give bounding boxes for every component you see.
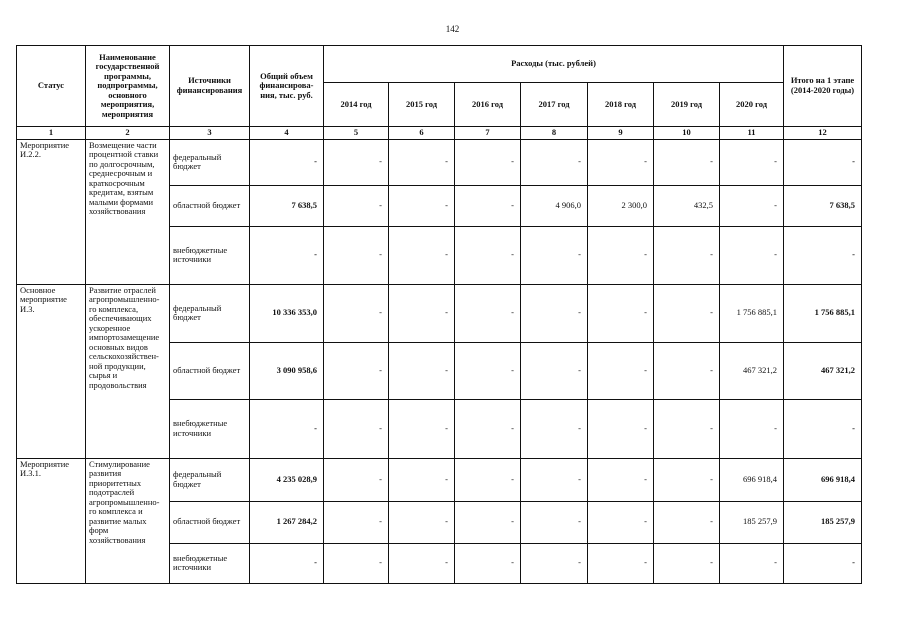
- year-value-cell: -: [455, 342, 521, 399]
- year-value-cell: -: [588, 284, 654, 342]
- year-value-cell: -: [324, 543, 389, 583]
- year-value-cell: 185 257,9: [720, 501, 784, 543]
- year-value-cell: -: [654, 458, 720, 501]
- header-row: [17, 46, 862, 83]
- year-value-cell: -: [588, 226, 654, 284]
- stage-total-cell: -: [784, 139, 862, 185]
- year-value-cell: -: [654, 399, 720, 458]
- stage-total-cell: 1 756 885,1: [784, 284, 862, 342]
- stage-total-cell: 185 257,9: [784, 501, 862, 543]
- source-cell: внебюджетные источники: [170, 543, 250, 583]
- source-cell: федеральный бюджет: [170, 139, 250, 185]
- year-value-cell: -: [389, 185, 455, 226]
- year-value-cell: -: [521, 543, 588, 583]
- total-cell: 3 090 958,6: [250, 342, 324, 399]
- status-cell: Основное мероприятие И.3.: [17, 284, 86, 458]
- column-number: 9: [588, 127, 654, 140]
- table-row: [17, 139, 862, 185]
- year-value-cell: -: [324, 399, 389, 458]
- year-value-cell: -: [588, 458, 654, 501]
- year-value-cell: -: [521, 458, 588, 501]
- column-number: 4: [250, 127, 324, 140]
- year-value-cell: -: [455, 543, 521, 583]
- source-cell: областной бюджет: [170, 342, 250, 399]
- total-cell: 10 336 353,0: [250, 284, 324, 342]
- header-expenses-group: Расходы (тыс. рублей): [324, 46, 784, 83]
- status-cell: Мероприятие И.3.1.: [17, 458, 86, 583]
- column-number: 6: [389, 127, 455, 140]
- column-number-row: [17, 127, 862, 140]
- year-value-cell: -: [389, 139, 455, 185]
- year-value-cell: -: [389, 399, 455, 458]
- column-number: 2: [86, 127, 170, 140]
- year-value-cell: -: [521, 139, 588, 185]
- header-year: 2019 год: [654, 83, 720, 127]
- year-value-cell: -: [324, 458, 389, 501]
- year-value-cell: -: [324, 185, 389, 226]
- table-row: [17, 458, 862, 501]
- column-number: 12: [784, 127, 862, 140]
- total-cell: -: [250, 399, 324, 458]
- total-cell: -: [250, 139, 324, 185]
- header-total: Общий объем финансирова-ния, тыс. руб.: [250, 46, 324, 127]
- year-value-cell: -: [720, 543, 784, 583]
- program-name-cell: Возмещение части процентной ставки по долгосрочным, среднесрочным и краткосрочным кредитам, взятым малыми формами хозяйствования: [86, 139, 170, 284]
- year-value-cell: -: [455, 226, 521, 284]
- year-value-cell: -: [455, 139, 521, 185]
- column-number: 3: [170, 127, 250, 140]
- status-cell: Мероприятие И.2.2.: [17, 139, 86, 284]
- year-value-cell: -: [324, 139, 389, 185]
- stage-total-cell: 696 918,4: [784, 458, 862, 501]
- year-value-cell: -: [654, 284, 720, 342]
- total-cell: 4 235 028,9: [250, 458, 324, 501]
- header-year: 2017 год: [521, 83, 588, 127]
- year-value-cell: -: [389, 284, 455, 342]
- year-value-cell: -: [455, 185, 521, 226]
- year-value-cell: 1 756 885,1: [720, 284, 784, 342]
- year-value-cell: -: [588, 399, 654, 458]
- column-number: 10: [654, 127, 720, 140]
- year-value-cell: -: [455, 284, 521, 342]
- header-year: 2014 год: [324, 83, 389, 127]
- year-value-cell: -: [521, 284, 588, 342]
- header-year: 2018 год: [588, 83, 654, 127]
- year-value-cell: -: [521, 342, 588, 399]
- year-value-cell: -: [521, 399, 588, 458]
- financing-table: [16, 45, 862, 584]
- source-cell: внебюджетные источники: [170, 226, 250, 284]
- column-number: 11: [720, 127, 784, 140]
- year-value-cell: -: [324, 226, 389, 284]
- year-value-cell: -: [654, 226, 720, 284]
- year-value-cell: -: [389, 458, 455, 501]
- header-sources: Источники финансирования: [170, 46, 250, 127]
- stage-total-cell: 467 321,2: [784, 342, 862, 399]
- year-value-cell: -: [389, 342, 455, 399]
- column-number: 1: [17, 127, 86, 140]
- year-value-cell: -: [324, 284, 389, 342]
- source-cell: федеральный бюджет: [170, 284, 250, 342]
- year-value-cell: 2 300,0: [588, 185, 654, 226]
- header-year: 2020 год: [720, 83, 784, 127]
- year-value-cell: -: [654, 501, 720, 543]
- year-value-cell: -: [521, 501, 588, 543]
- source-cell: областной бюджет: [170, 185, 250, 226]
- year-value-cell: 696 918,4: [720, 458, 784, 501]
- year-value-cell: -: [521, 226, 588, 284]
- year-value-cell: -: [720, 226, 784, 284]
- year-value-cell: -: [324, 342, 389, 399]
- year-value-cell: -: [720, 185, 784, 226]
- year-value-cell: -: [654, 342, 720, 399]
- year-value-cell: -: [720, 399, 784, 458]
- year-value-cell: -: [588, 501, 654, 543]
- year-value-cell: -: [720, 139, 784, 185]
- year-value-cell: 4 906,0: [521, 185, 588, 226]
- table-row: [17, 284, 862, 342]
- total-cell: -: [250, 226, 324, 284]
- total-cell: -: [250, 543, 324, 583]
- header-status: Статус: [17, 46, 86, 127]
- total-cell: 1 267 284,2: [250, 501, 324, 543]
- header-year: 2016 год: [455, 83, 521, 127]
- year-value-cell: 467 321,2: [720, 342, 784, 399]
- year-value-cell: -: [588, 543, 654, 583]
- stage-total-cell: -: [784, 543, 862, 583]
- total-cell: 7 638,5: [250, 185, 324, 226]
- year-value-cell: -: [324, 501, 389, 543]
- program-name-cell: Стимулирование развития приоритетных подотраслей агропромышленно-го комплекса и развитие малых форм хозяйствования: [86, 458, 170, 583]
- source-cell: областной бюджет: [170, 501, 250, 543]
- year-value-cell: -: [588, 139, 654, 185]
- year-value-cell: -: [389, 226, 455, 284]
- year-value-cell: -: [654, 139, 720, 185]
- program-name-cell: Развитие отраслей агропромышленно-го комплекса, обеспечивающих ускоренное импортозамещение основных видов сельскохозяйствен-ной продукции, сырья и продовольствия: [86, 284, 170, 458]
- column-number: 7: [455, 127, 521, 140]
- page-number: 142: [445, 24, 460, 34]
- header-program-name: Наименование государственной программы, подпрограммы, основного мероприятия, мероприятия: [86, 46, 170, 127]
- year-value-cell: -: [455, 501, 521, 543]
- year-value-cell: 432,5: [654, 185, 720, 226]
- stage-total-cell: 7 638,5: [784, 185, 862, 226]
- header-year: 2015 год: [389, 83, 455, 127]
- source-cell: внебюджетные источники: [170, 399, 250, 458]
- year-value-cell: -: [389, 501, 455, 543]
- stage-total-cell: -: [784, 399, 862, 458]
- year-value-cell: -: [588, 342, 654, 399]
- year-value-cell: -: [389, 543, 455, 583]
- year-value-cell: -: [455, 458, 521, 501]
- year-value-cell: -: [654, 543, 720, 583]
- stage-total-cell: -: [784, 226, 862, 284]
- column-number: 5: [324, 127, 389, 140]
- source-cell: федеральный бюджет: [170, 458, 250, 501]
- header-stage-total: Итого на 1 этапе (2014-2020 годы): [784, 46, 862, 127]
- year-value-cell: -: [455, 399, 521, 458]
- column-number: 8: [521, 127, 588, 140]
